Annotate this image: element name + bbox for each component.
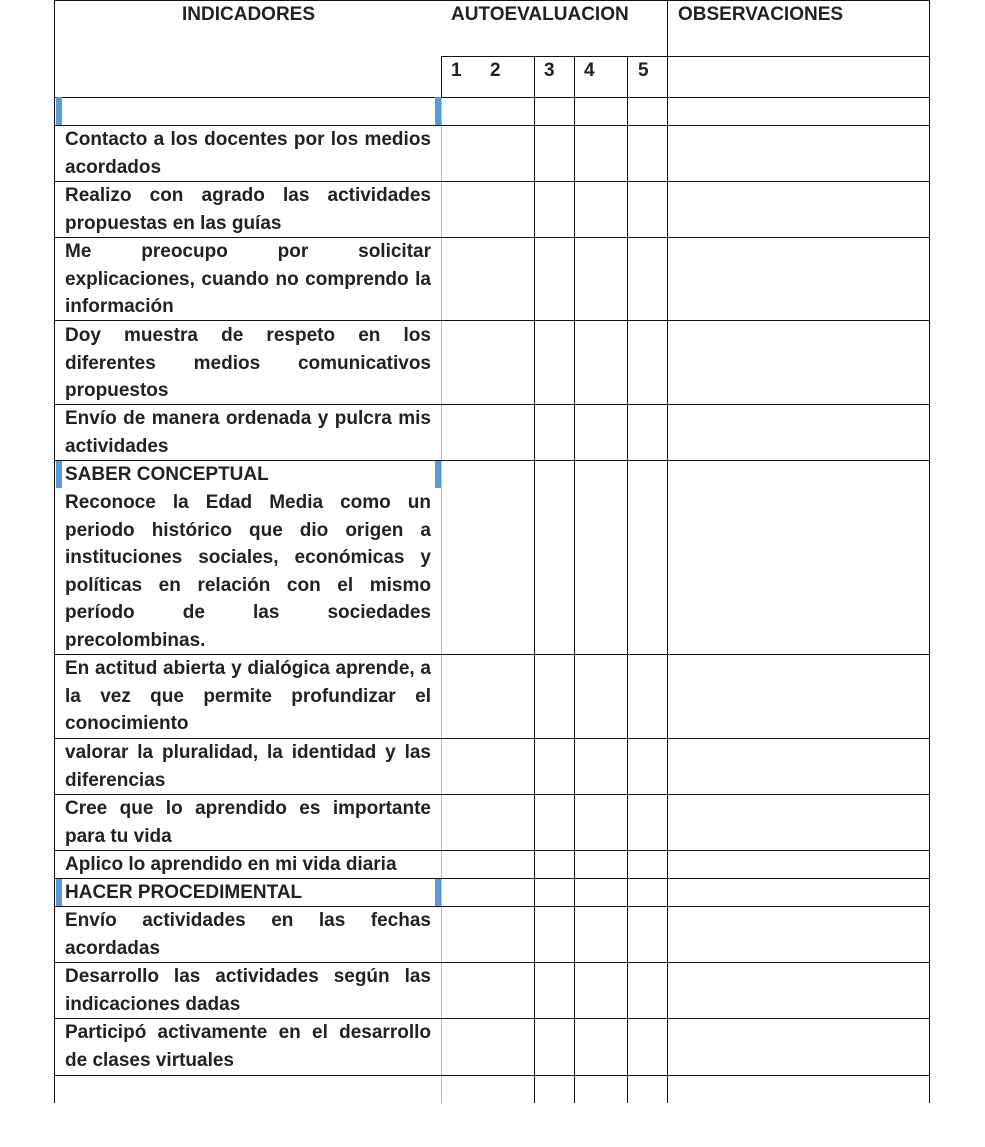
header-autoevaluacion: AUTOEVALUACION: [451, 4, 629, 25]
indicator-text: valorar la pluralidad, la identidad y las diferencias: [65, 742, 431, 791]
border-obs-left: [667, 0, 668, 1103]
row-line: [54, 1075, 930, 1076]
scale-3: 3: [544, 60, 555, 81]
row-line: [54, 97, 930, 98]
scale-5: 5: [638, 60, 649, 81]
scale-4: 4: [584, 60, 595, 81]
border-ind-right: [441, 97, 442, 1103]
section-saber-title: SABER CONCEPTUAL: [65, 464, 269, 485]
indicator-text: Aplico lo aprendido en mi vida diaria: [65, 854, 397, 875]
indicator-text: Me preocupo por solicitar explicaciones, cuando no comprendo la información: [65, 241, 431, 317]
row-line: [441, 56, 930, 57]
border-2-3: [534, 56, 535, 1103]
indicator-text: Cree que lo aprendido es importante para tu vida: [65, 798, 431, 847]
indicator-text: En actitud abierta y dialógica aprende, a la vez que permite profundizar el conocimiento: [65, 658, 431, 734]
border-top: [54, 0, 930, 1]
header-indicadores: INDICADORES: [182, 4, 316, 25]
indicator-text: Desarrollo las actividades según las indicaciones dadas: [65, 966, 431, 1015]
saber-description: Reconoce la Edad Media como un periodo histórico que dio origen a instituciones sociales, económicas y políticas en relación con el mismo período de las sociedades precolombinas.: [65, 492, 431, 651]
section-marker: [56, 879, 62, 906]
border-right: [929, 0, 930, 1103]
section-marker: [435, 879, 441, 906]
indicator-text: Realizo con agrado las actividades propuestas en las guías: [65, 185, 431, 234]
border-scale-left: [441, 56, 442, 97]
section-marker: [56, 461, 62, 488]
border-3-4: [574, 56, 575, 1103]
section-marker: [435, 97, 441, 125]
scale-1: 1: [451, 60, 462, 81]
section-marker: [56, 97, 62, 125]
indicator-text: Participó activamente en el desarrollo de clases virtuales: [65, 1022, 431, 1071]
indicator-text: Doy muestra de respeto en los diferentes medios comunicativos propuestos: [65, 325, 431, 401]
border-left: [54, 0, 55, 1103]
scale-2: 2: [490, 60, 501, 81]
indicator-text: Contacto a los docentes por los medios acordados: [65, 129, 431, 178]
header-observaciones: OBSERVACIONES: [678, 4, 844, 25]
indicator-text: Envío de manera ordenada y pulcra mis actividades: [65, 408, 431, 457]
border-4-5: [627, 56, 628, 1103]
section-hacer-title: HACER PROCEDIMENTAL: [65, 882, 303, 903]
section-marker: [435, 461, 441, 488]
indicator-text: Envío actividades en las fechas acordadas: [65, 910, 431, 959]
